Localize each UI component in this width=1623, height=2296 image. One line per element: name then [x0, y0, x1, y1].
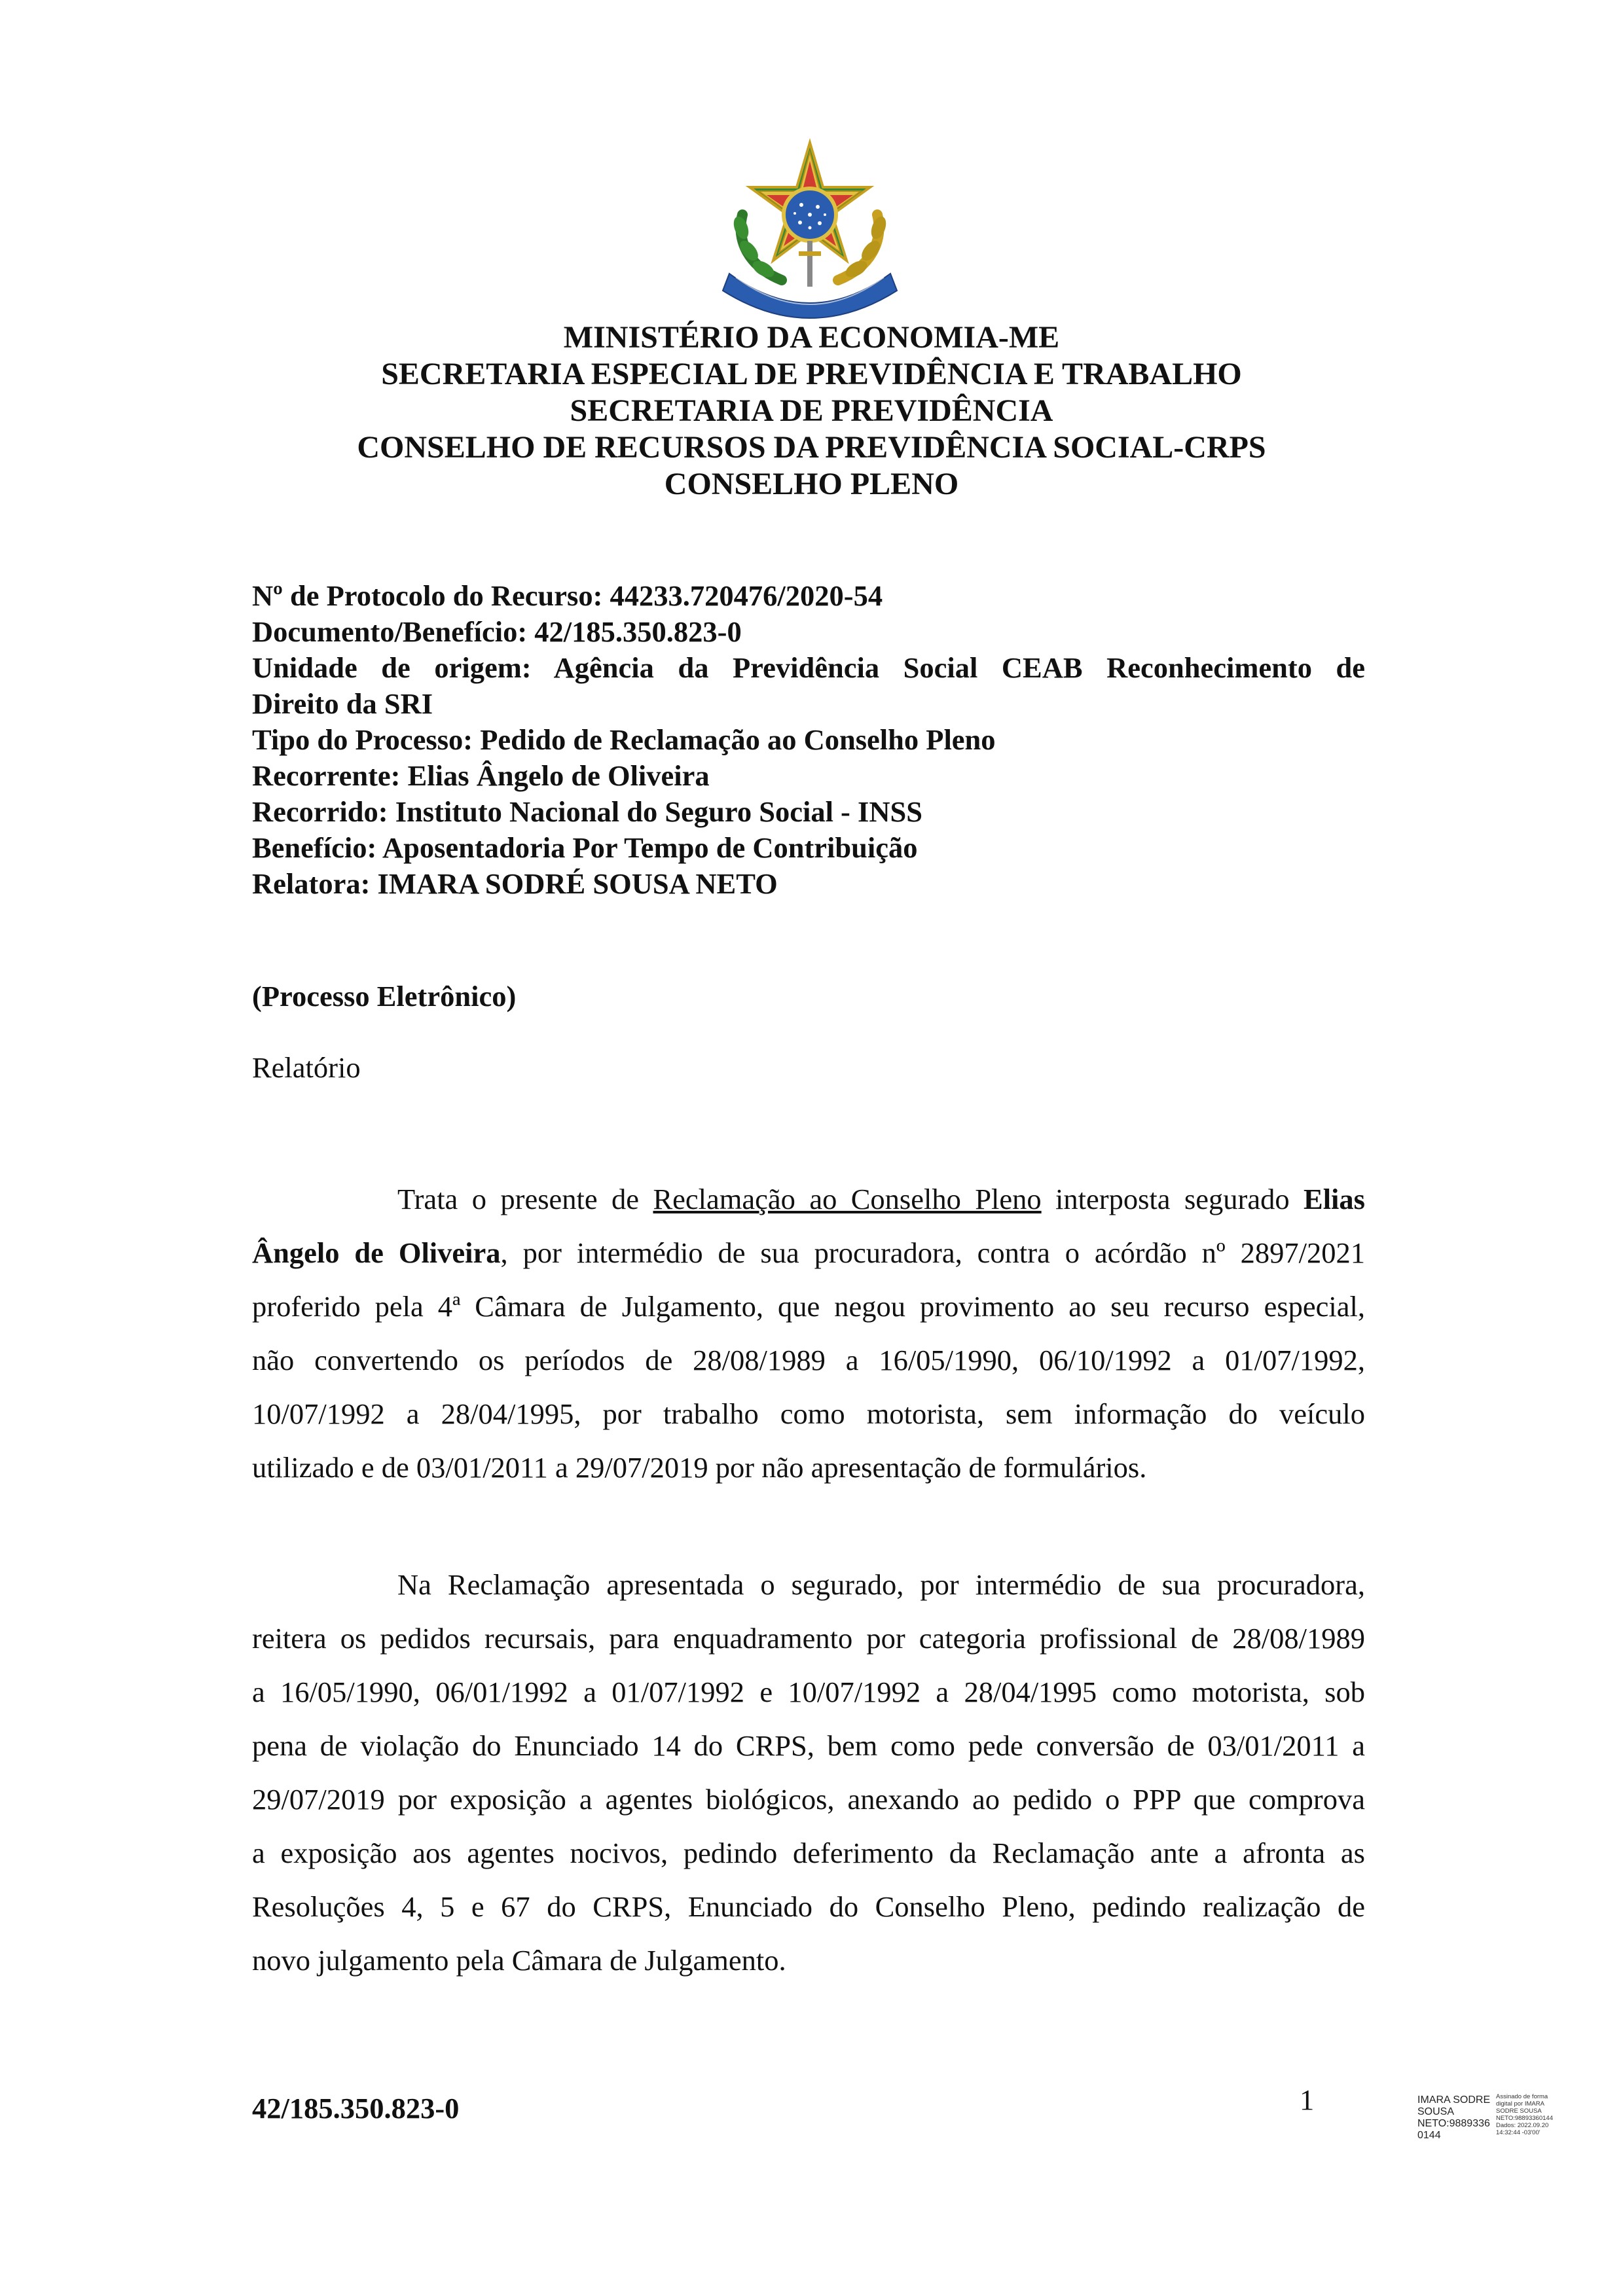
- page-number: 1: [1300, 2083, 1315, 2116]
- digital-signature-name: [1417, 2094, 1496, 2142]
- signature-detail-line: 14:32:44 -03'00': [1496, 2129, 1541, 2136]
- paragraph-1-line-6: utilizado e de 03/01/2011 a 29/07/2019 por não apresentação de formulários.: [252, 1451, 1147, 1484]
- paragraph-1-line-1: [252, 1172, 1365, 1226]
- rapporteur: Relatora: IMARA SODRÉ SOUSA NETO: [252, 867, 778, 900]
- signature-detail-line: SODRE SOUSA: [1496, 2108, 1542, 2115]
- report-heading: Relatório: [252, 1051, 361, 1084]
- case-metadata: [252, 578, 1365, 902]
- signature-name-line: IMARA SODRE: [1417, 2094, 1491, 2106]
- origin-unit-line1: Unidade de origem: Agência da Previdência Social CEAB Reconhecimento de: [252, 651, 1365, 684]
- signature-detail-line: NETO:98893360144: [1496, 2115, 1553, 2122]
- party-name-bold: Ângelo de Oliveira: [252, 1236, 501, 1269]
- paragraph-1: [252, 1172, 1365, 1494]
- footer-document-number: 42/185.350.823-0: [252, 2092, 460, 2125]
- paragraph-2-line-1: Na Reclamação apresentada o segurado, por intermédio de sua procuradora,: [397, 1568, 1365, 1601]
- paragraph-1-line-4: não convertendo os períodos de 28/08/1989 a 16/05/1990, 06/10/1992 a 01/07/1992,: [252, 1344, 1365, 1376]
- paragraph-1-line-2: [252, 1226, 1365, 1280]
- respondent: Recorrido: Instituto Nacional do Seguro Social - INSS: [252, 795, 922, 828]
- header-plenary: CONSELHO PLENO: [664, 467, 959, 501]
- text-span: , por intermédio de sua procuradora, contra o acórdão nº 2897/2021: [500, 1236, 1365, 1269]
- paragraph-2-line-2: reitera os pedidos recursais, para enquadramento por categoria profissional de 28/08/1989: [252, 1622, 1365, 1655]
- party-name-bold: Elias: [1304, 1183, 1365, 1215]
- paragraph-2-line-4: pena de violação do Enunciado 14 do CRPS, bem como pede conversão de 03/01/2011 a: [252, 1729, 1365, 1762]
- paragraph-2-line-5: 29/07/2019 por exposição a agentes biológicos, anexando ao pedido o PPP que comprova: [252, 1783, 1365, 1816]
- document-benefit: Documento/Benefício: 42/185.350.823-0: [252, 615, 742, 648]
- digital-signature-details: [1496, 2093, 1568, 2136]
- origin-unit-line2: Direito da SRI: [252, 687, 433, 720]
- process-type: Tipo do Processo: Pedido de Reclamação ao Conselho Pleno: [252, 723, 996, 756]
- underlined-reference: Reclamação ao Conselho Pleno: [653, 1183, 1042, 1215]
- protocol-number: Nº de Protocolo do Recurso: 44233.720476/2020-54: [252, 579, 883, 612]
- text-span: interposta segurado: [1041, 1183, 1304, 1215]
- paragraph-2-line-8: novo julgamento pela Câmara de Julgamento.: [252, 1944, 786, 1977]
- document-header: [0, 319, 1623, 503]
- signature-detail-line: Assinado de forma: [1496, 2093, 1548, 2100]
- header-special-secretariat: SECRETARIA ESPECIAL DE PREVIDÊNCIA E TRABALHO: [381, 357, 1242, 391]
- paragraph-2-line-6: a exposição aos agentes nocivos, pedindo deferimento da Reclamação ante a afronta as: [252, 1837, 1365, 1869]
- signature-name-line: SOUSA: [1417, 2106, 1455, 2117]
- paragraph-2: [252, 1558, 1365, 1987]
- paragraph-2-line-3: a 16/05/1990, 06/01/1992 a 01/07/1992 e 10/07/1992 a 28/04/1995 como motorista, sob: [252, 1676, 1365, 1708]
- header-secretariat: SECRETARIA DE PREVIDÊNCIA: [570, 393, 1053, 428]
- signature-name-line: 0144: [1417, 2130, 1441, 2141]
- signature-detail-line: Dados: 2022.09.20: [1496, 2122, 1549, 2129]
- header-council: CONSELHO DE RECURSOS DA PREVIDÊNCIA SOCIAL-CRPS: [357, 430, 1266, 465]
- appellant: Recorrente: Elias Ângelo de Oliveira: [252, 759, 710, 792]
- signature-detail-line: digital por IMARA: [1496, 2100, 1544, 2108]
- paragraph-1-line-3: proferido pela 4ª Câmara de Julgamento, que negou provimento ao seu recurso especial,: [252, 1290, 1365, 1323]
- electronic-process-label: (Processo Eletrônico): [252, 980, 517, 1013]
- header-ministry: MINISTÉRIO DA ECONOMIA-ME: [563, 320, 1060, 355]
- paragraph-1-line-5: 10/07/1992 a 28/04/1995, por trabalho como motorista, sem informação do veículo: [252, 1397, 1365, 1430]
- text-span: Trata o presente de: [397, 1183, 653, 1215]
- paragraph-2-line-7: Resoluções 4, 5 e 67 do CRPS, Enunciado do Conselho Pleno, pedindo realização de: [252, 1890, 1365, 1923]
- benefit-type: Benefício: Aposentadoria Por Tempo de Contribuição: [252, 831, 918, 864]
- signature-name-line: NETO:9889336: [1417, 2118, 1490, 2129]
- coat-of-arms-emblem: [716, 136, 903, 323]
